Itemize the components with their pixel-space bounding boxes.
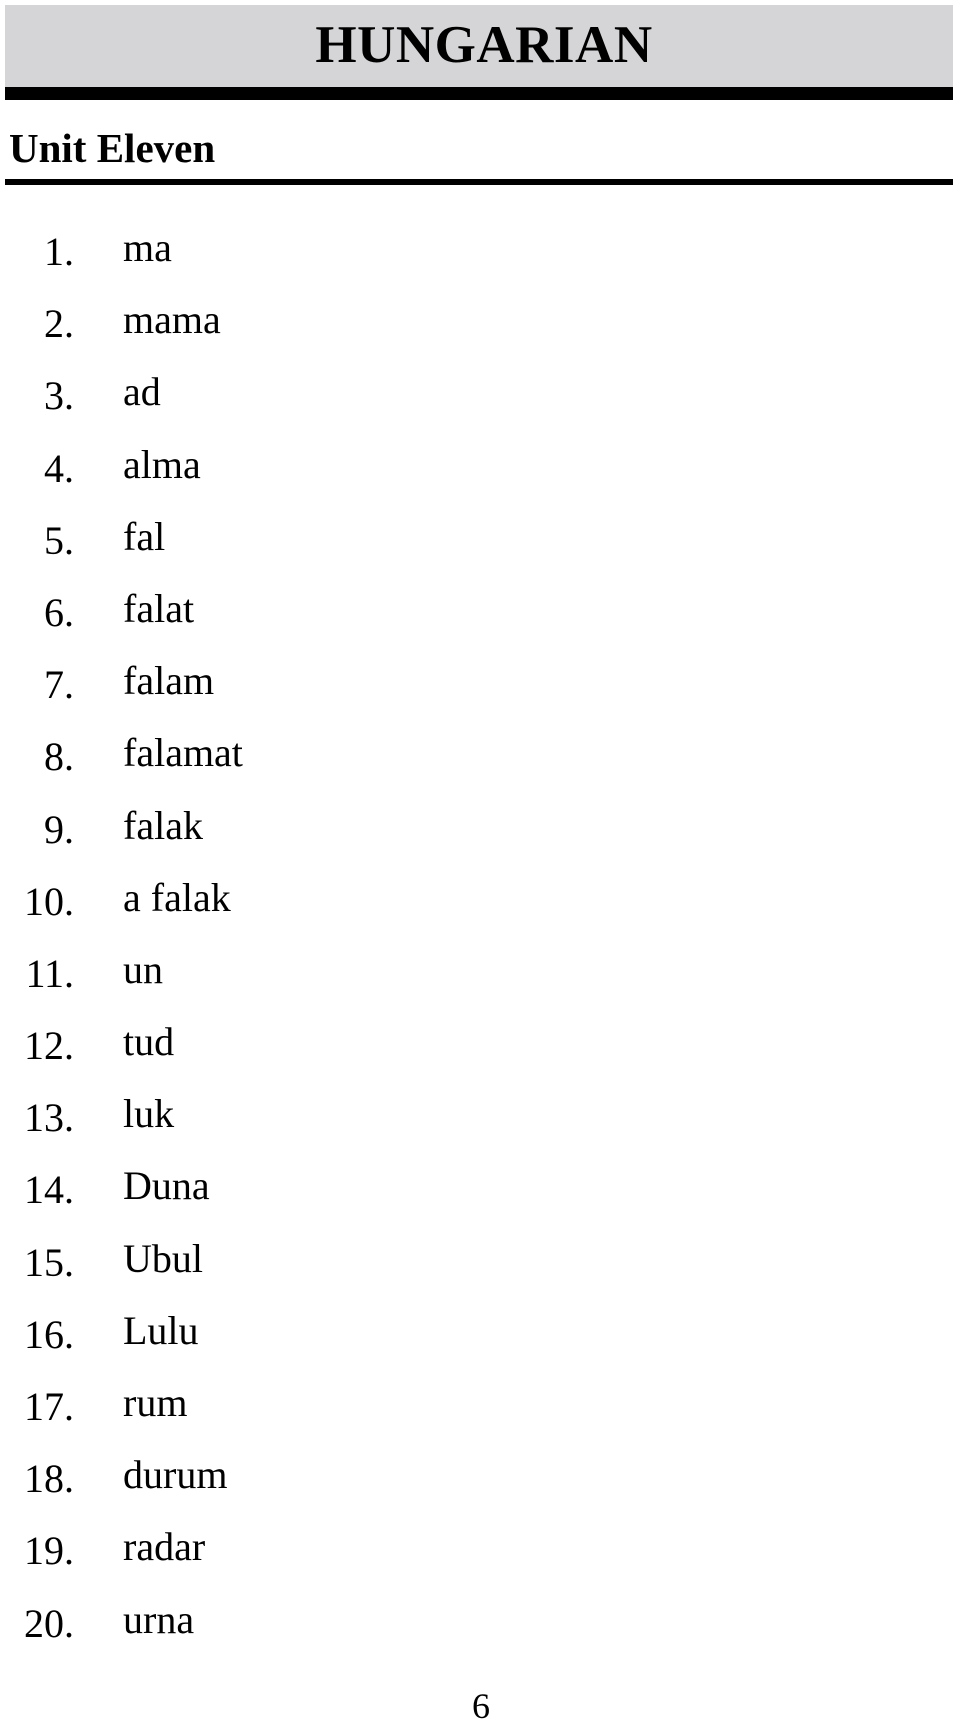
list-item-word: falamat — [123, 730, 243, 776]
list-item-word: mama — [123, 297, 221, 343]
list-item — [0, 1163, 960, 1238]
list-item-number: 14. — [24, 1167, 74, 1213]
list-item-number: 8. — [44, 734, 74, 780]
header-band — [5, 5, 953, 87]
list-item — [0, 730, 960, 805]
list-item-number: 13. — [24, 1095, 74, 1141]
list-item-word: radar — [123, 1524, 206, 1570]
list-item-number: 2. — [44, 301, 74, 347]
list-item-number: 17. — [24, 1384, 74, 1429]
list-item-number: 11. — [25, 950, 74, 996]
list-item-word: alma — [123, 441, 201, 487]
list-item-number: 15. — [24, 1239, 74, 1285]
list-item-number: 19. — [24, 1528, 74, 1574]
list-item — [0, 1091, 960, 1166]
list-item — [0, 1596, 960, 1672]
list-item-word: a falak — [123, 874, 231, 920]
list-item-number: 10. — [24, 878, 74, 924]
list-item — [0, 946, 960, 1022]
list-item-word: falak — [123, 802, 203, 848]
list-item-word: durum — [123, 1452, 228, 1498]
list-item-word: falat — [123, 585, 195, 631]
list-item-number: 5. — [44, 517, 74, 563]
word-list — [0, 225, 960, 1672]
list-item — [0, 1019, 960, 1094]
list-item-word: luk — [123, 1091, 175, 1137]
list-item — [0, 1524, 960, 1599]
list-item-number: 9. — [44, 806, 74, 852]
list-item-word: rum — [123, 1380, 188, 1425]
list-item-word: ma — [123, 225, 172, 270]
list-item — [0, 1235, 960, 1311]
list-item — [0, 441, 960, 517]
list-item — [0, 802, 960, 878]
list-item — [0, 1380, 960, 1455]
list-item — [0, 658, 960, 733]
list-item-number: 16. — [24, 1311, 74, 1357]
list-item-number: 18. — [24, 1456, 74, 1502]
list-item — [0, 369, 960, 444]
list-item — [0, 297, 960, 372]
page-number: 6 — [472, 1686, 490, 1726]
list-item-word: tud — [123, 1019, 175, 1065]
list-item — [0, 1452, 960, 1527]
list-item-number: 4. — [44, 445, 74, 491]
page-title: HUNGARIAN — [315, 16, 653, 74]
list-item — [0, 874, 960, 950]
list-item-word: Duna — [123, 1163, 210, 1209]
list-item-number: 12. — [24, 1023, 74, 1069]
list-item-word: Lulu — [123, 1307, 199, 1353]
list-item-number: 3. — [44, 373, 74, 419]
list-item-number: 1. — [44, 229, 74, 274]
list-item — [0, 513, 960, 589]
list-item-number: 7. — [44, 662, 74, 708]
list-item-word: falam — [123, 658, 215, 704]
list-item-word: fal — [123, 513, 166, 559]
list-item-number: 6. — [44, 589, 74, 635]
unit-heading: Unit Eleven — [9, 125, 216, 171]
list-item-word: urna — [123, 1596, 195, 1642]
unit-divider — [5, 179, 953, 185]
list-item — [0, 1307, 960, 1383]
list-item — [0, 585, 960, 661]
list-item-word: ad — [123, 369, 161, 415]
list-item-word: Ubul — [123, 1235, 203, 1281]
header-divider — [5, 87, 953, 100]
list-item — [0, 225, 960, 300]
list-item-number: 20. — [24, 1600, 74, 1646]
list-item-word: un — [123, 946, 163, 992]
